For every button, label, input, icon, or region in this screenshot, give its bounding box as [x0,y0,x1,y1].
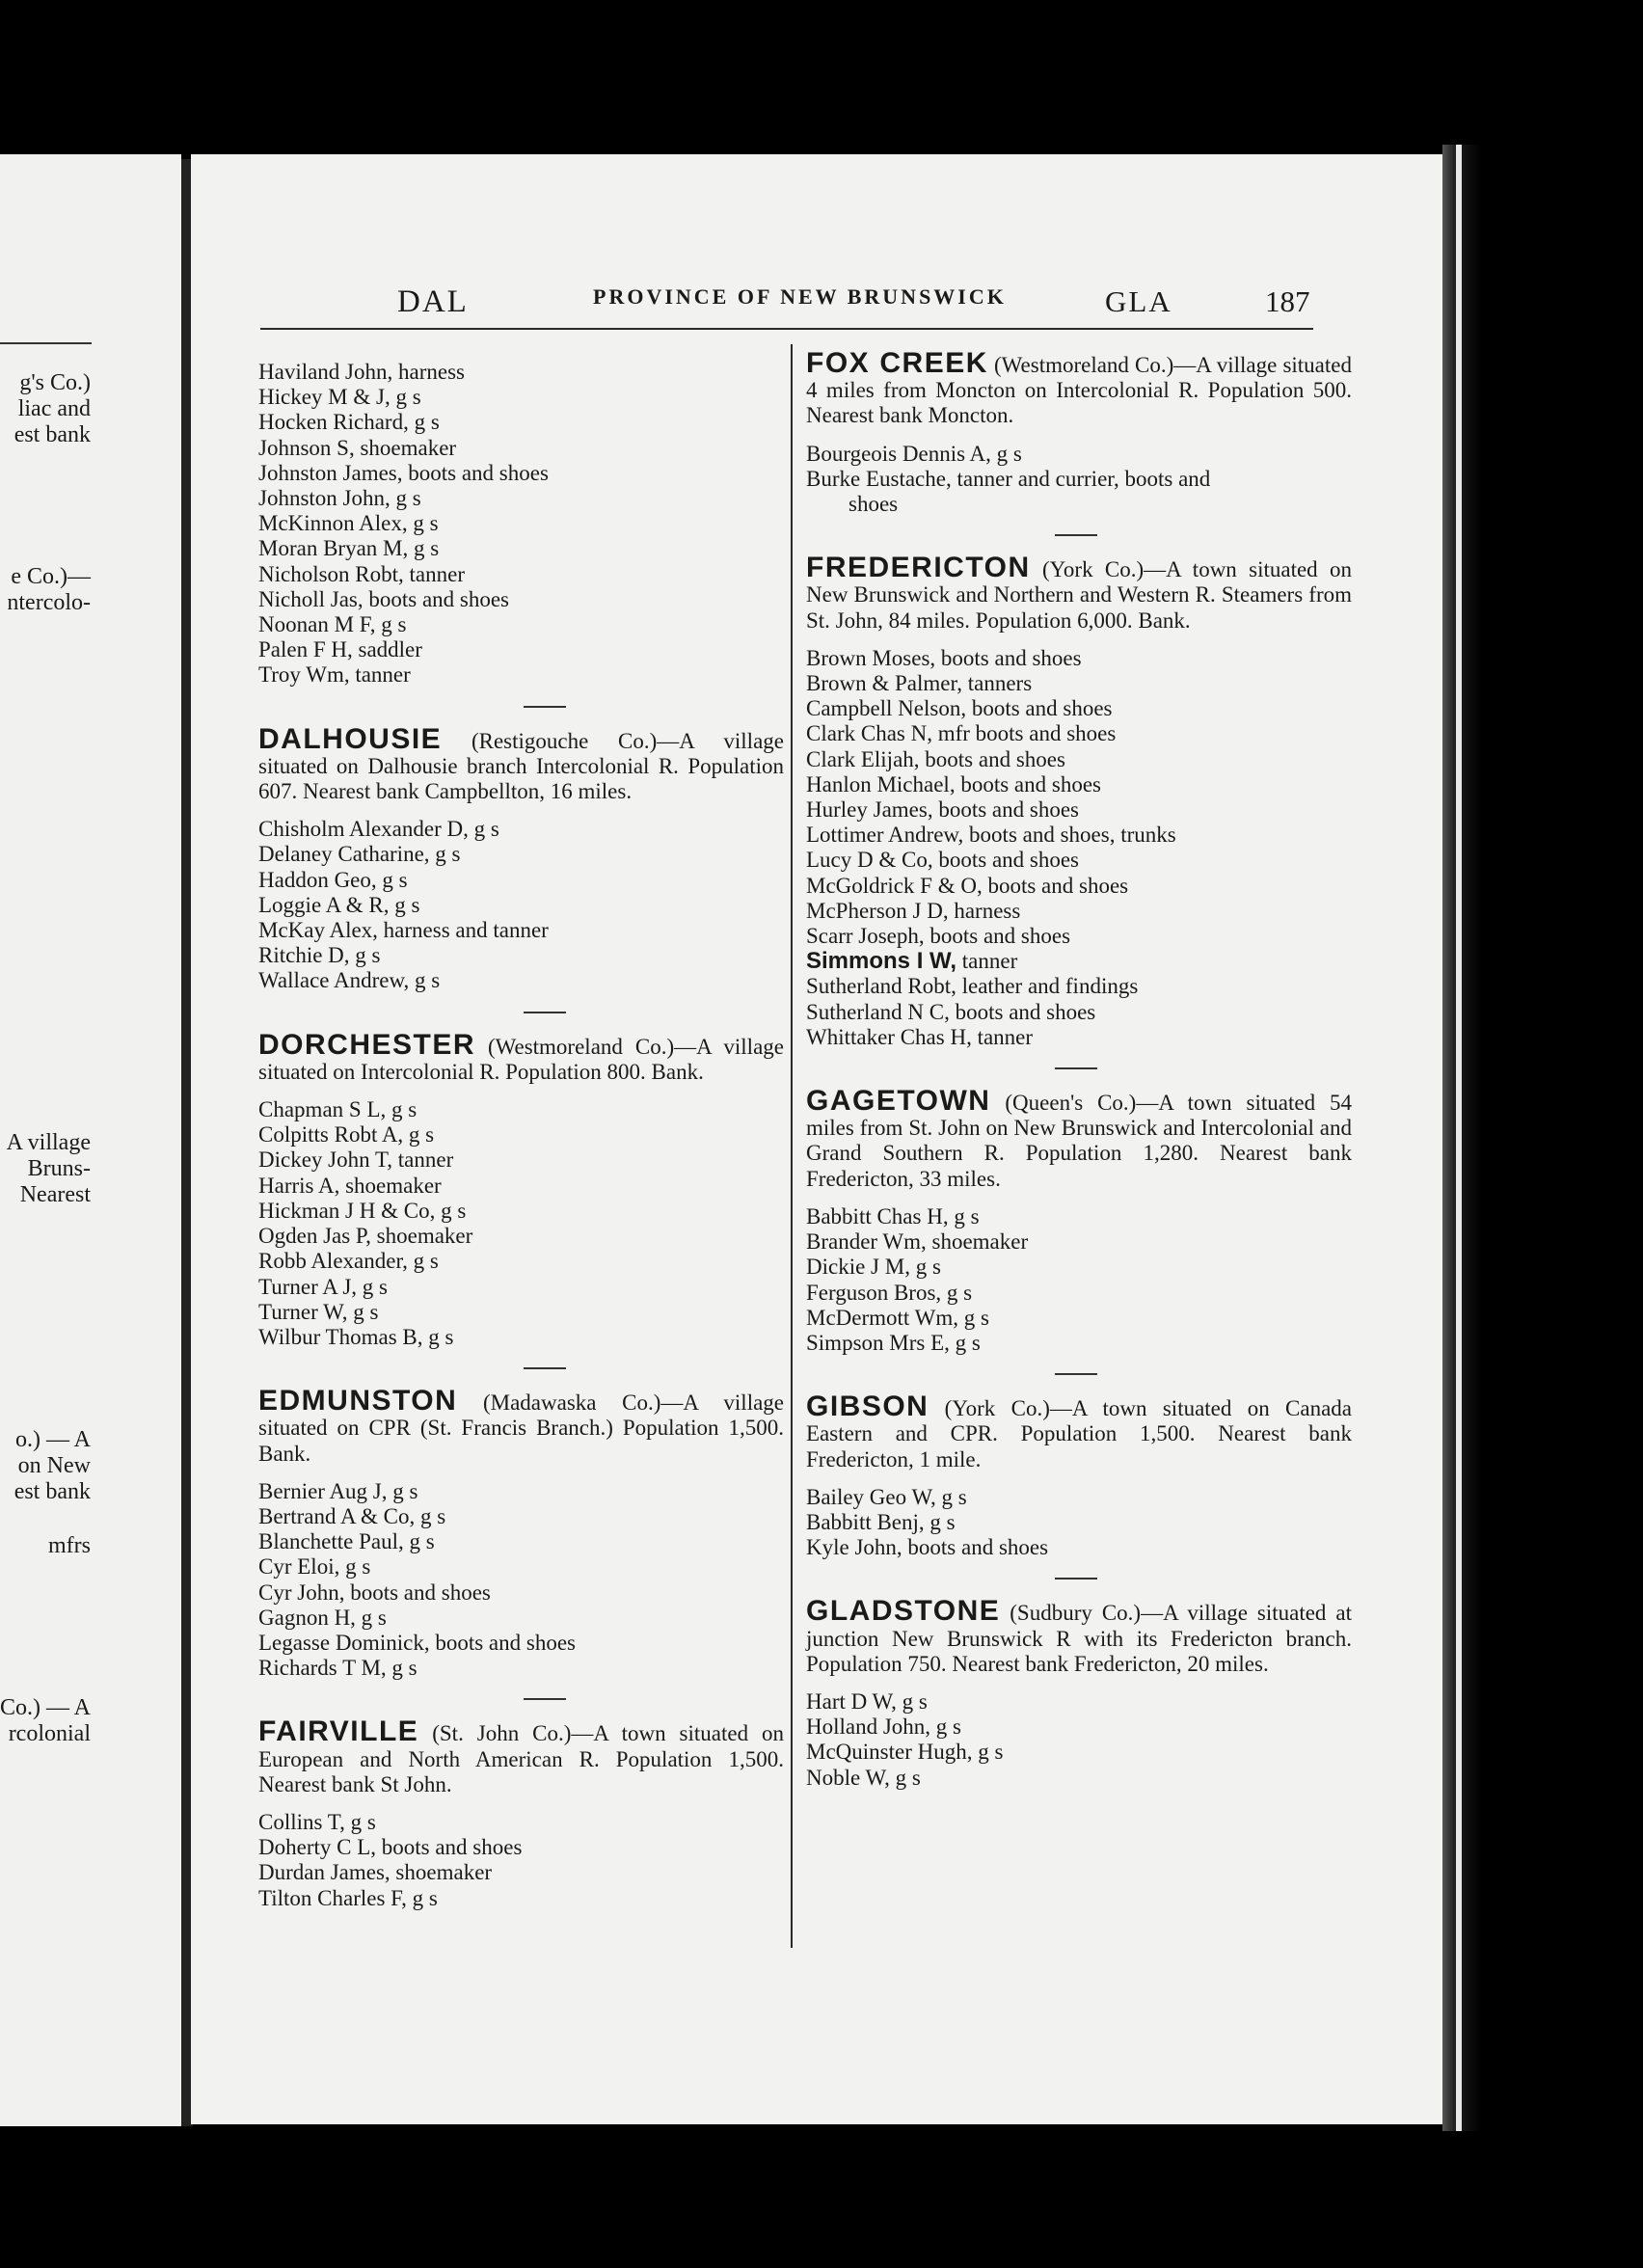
column-left [258,360,784,1911]
list-entry: Clark Chas N, mfr boots and shoes [806,721,1117,746]
list-entry: Bernier Aug J, g s [258,1478,418,1503]
left-page-fragment: o.) — A [15,1427,91,1452]
left-page-fragment: est bank [13,422,91,447]
list-entry: McQuinster Hugh, g s [806,1740,1004,1765]
list-entry: Noble W, g s [806,1765,921,1790]
list-entry: Legasse Dominick, boots and shoes [258,1630,576,1655]
column-divider [791,344,793,1948]
list-entry: Hickman J H & Co, g s [258,1198,467,1223]
running-head-title: PROVINCE OF NEW BRUNSWICK [593,284,1007,309]
list-entry: McKinnon Alex, g s [258,511,439,536]
list-entry: Clark Elijah, boots and shoes [806,746,1065,771]
left-page-fragment: ntercolo- [7,590,91,615]
list-entry: Babbitt Benj, g s [806,1509,956,1534]
list-entry: Sutherland Robt, leather and findings [806,974,1139,999]
section-separator [524,1367,566,1369]
town-details: (Madawaska Co.)—A village situated on CPR (St. Francis Branch.) Population 1,500. Bank. [258,1390,784,1466]
list-entry: McDermott Wm, g s [806,1305,989,1330]
town-name: GAGETOWN [806,1085,991,1118]
spacer [806,1192,1352,1204]
page-edge-strip [1456,145,1462,2131]
section-separator [524,706,566,708]
list-entry: Scarr Joseph, boots and shoes [806,924,1071,949]
list-entry: Lottimer Andrew, boots and shoes, trunks [806,823,1176,848]
list-entry: Durdan James, shoemaker [258,1860,493,1885]
spacer [806,429,1352,442]
page-number: 187 [1265,284,1310,318]
list-entry: Ogden Jas P, shoemaker [258,1224,473,1249]
town-name: DALHOUSIE [258,722,443,755]
town-description [806,552,1352,634]
list-entry: Dickie J M, g s [806,1255,941,1280]
list-entry: Burke Eustache, tanner and currier, boots and [806,466,1211,491]
list-entry: Richards T M, g s [258,1656,417,1681]
left-page-fragment: on New [17,1453,91,1478]
spacer [258,1467,784,1479]
town-description [258,1385,784,1467]
spacer [258,1085,784,1097]
section-separator [1055,1373,1097,1375]
town-description [258,722,784,805]
town-details: (St. John Co.)—A town situated on European and North American R. Population 1,500. Nearest bank St John. [258,1721,784,1796]
list-entry: Johnson S, shoemaker [258,435,457,460]
list-entry: Nicholl Jas, boots and shoes [258,586,510,611]
section-heading [258,722,784,805]
list-entry: Simpson Mrs E, g s [806,1330,981,1355]
left-page-rule [0,342,92,344]
list-entry: Palen F H, saddler [258,637,422,662]
town-name: GLADSTONE [806,1595,1001,1628]
list-entry: Doherty C L, boots and shoes [258,1835,523,1860]
town-description [258,1028,784,1085]
town-details: (York Co.)—A town situated on Canada Eastern and CPR. Population 1,500. Nearest bank Fredericton, 1 mile. [806,1396,1352,1472]
section-heading [806,552,1352,634]
list-entry: Hickey M & J, g s [258,385,421,410]
list-entry: Hart D W, g s [806,1688,928,1714]
list-entry: Kyle John, boots and shoes [806,1535,1049,1560]
list-entry: Bertrand A & Co, g s [258,1503,446,1528]
book-edge [1442,145,1481,2131]
town-details: (Restigouche Co.)—A village situated on Dalhousie branch Intercolonial R. Population 607. Nearest bank Campbellton, 16 miles. [258,728,784,804]
list-entry: Noonan M F, g s [258,612,407,637]
list-entry: Delaney Catharine, g s [258,842,461,867]
town-details: (York Co.)—A town situated on New Brunswick and Northern and Western R. Steamers from St. John, 84 miles. Population 6,000. Bank. [806,557,1352,633]
section-heading [258,1385,784,1467]
list-entry: Dickey John T, tanner [258,1148,454,1173]
list-entry: Chisholm Alexander D, g s [258,817,499,842]
left-page-fragment: A village [6,1130,91,1155]
town-description [258,1715,784,1797]
spacer [258,1797,784,1810]
left-page-fragment: Bruns- [27,1156,91,1181]
list-entry: Troy Wm, tanner [258,662,411,688]
section-heading [806,347,1352,429]
left-page-fragment: e Co.)— [11,564,91,589]
list-entry: Cyr Eloi, g s [258,1554,371,1580]
list-entry: Turner W, g s [258,1299,379,1324]
section-separator [1055,534,1097,536]
list-entry-bold: Simmons I W, [806,948,957,975]
left-page-fragment: est bank [13,1479,91,1504]
list-entry: Brander Wm, shoemaker [806,1229,1029,1255]
section-heading [806,1595,1352,1677]
list-entry: Tilton Charles F, g s [258,1885,438,1910]
list-entry: Wallace Andrew, g s [258,968,441,993]
left-page-fragment: mfrs [48,1533,91,1558]
list-entry [806,949,1352,974]
list-entry: Johnston John, g s [258,486,421,511]
list-entry: Harris A, shoemaker [258,1173,442,1198]
town-name: DORCHESTER [258,1028,476,1061]
column-right [806,345,1352,1791]
list-entry: Loggie A & R, g s [258,892,420,917]
town-details: (Westmoreland Co.)—A village situated 4 miles from Moncton on Intercolonial R. Population 500. Nearest bank Moncton. [806,353,1352,428]
town-name: FOX CREEK [806,347,988,379]
list-entry: Hocken Richard, g s [258,410,440,435]
list-entry: Johnston James, boots and shoes [258,460,549,485]
list-entry: Collins T, g s [258,1809,376,1834]
header-rule [260,328,1313,330]
town-details: (Westmoreland Co.)—A village situated on Intercolonial R. Population 800. Bank. [258,1034,784,1084]
town-details: (Sudbury Co.)—A village situated at junction New Brunswick R with its Fredericton branch. Population 750. Nearest bank Fredericton, 20 miles. [806,1601,1352,1676]
list-entry: Sutherland N C, boots and shoes [806,999,1096,1024]
list-entry: Ferguson Bros, g s [806,1280,973,1305]
list-entry: Babbitt Chas H, g s [806,1203,980,1228]
list-entry: Cyr John, boots and shoes [258,1580,491,1605]
section-separator [524,1698,566,1700]
town-name: FAIRVILLE [258,1715,419,1748]
left-page-fragment: Co.) — A [0,1695,91,1720]
list-entry: Ritchie D, g s [258,943,381,968]
list-entry: Hanlon Michael, boots and shoes [806,771,1101,796]
list-entry: Haddon Geo, g s [258,867,408,892]
running-head-left: DAL [397,284,469,319]
list-entry: Moran Bryan M, g s [258,536,440,561]
left-page-fragment: liac and [17,396,91,421]
list-entry: Turner A J, g s [258,1274,388,1299]
list-entry: McGoldrick F & O, boots and shoes [806,873,1129,898]
spacer [806,634,1352,646]
list-entry: McKay Alex, harness and tanner [258,918,549,943]
list-entry: Campbell Nelson, boots and shoes [806,696,1113,721]
list-entry: Haviland John, harness [258,360,465,384]
list-entry: Whittaker Chas H, tanner [806,1024,1034,1049]
town-description [806,1390,1352,1472]
town-description [806,1085,1352,1192]
list-entry: Lucy D & Co, boots and shoes [806,848,1080,873]
list-entry: Hurley James, boots and shoes [806,797,1079,823]
town-description [806,347,1352,429]
left-page-fragment: Nearest [19,1182,91,1207]
list-entry: Wilbur Thomas B, g s [258,1324,454,1349]
section-separator [1055,1067,1097,1069]
section-separator [1055,1578,1097,1580]
spacer [806,1677,1352,1689]
left-page-fragment: g's Co.) [19,370,91,395]
list-entry: Colpitts Robt A, g s [258,1122,435,1148]
running-head-right: GLA [1105,284,1172,318]
list-entry: Robb Alexander, g s [258,1249,439,1274]
section-heading [806,1085,1352,1192]
list-entry: Blanchette Paul, g s [258,1529,435,1554]
list-entry: Gagnon H, g s [258,1605,387,1630]
town-details: (Queen's Co.)—A town situated 54 miles from St. John on New Brunswick and Intercolonial and Grand Southern R. Population 1,280. Nearest bank Fredericton, 33 miles. [806,1091,1352,1191]
list-entry-continuation: shoes [848,492,899,517]
list-entry-rest: tanner [956,949,1018,974]
town-description [806,1595,1352,1677]
section-heading [806,1390,1352,1472]
spacer [258,804,784,817]
section-heading [258,1715,784,1797]
list-entry: Bailey Geo W, g s [806,1484,967,1509]
town-name: EDMUNSTON [258,1385,458,1418]
town-name: GIBSON [806,1390,929,1423]
list-entry: Chapman S L, g s [258,1097,417,1122]
list-entry: Brown Moses, boots and shoes [806,645,1082,670]
list-entry: Brown & Palmer, tanners [806,671,1033,696]
list-entry: Bourgeois Dennis A, g s [806,441,1022,466]
list-entry: Nicholson Robt, tanner [258,561,465,586]
list-entry: Holland John, g s [806,1714,961,1740]
list-entry: McPherson J D, harness [806,898,1021,923]
section-separator [524,1012,566,1013]
left-page-fragment: rcolonial [8,1721,91,1746]
spacer [806,1472,1352,1485]
section-heading [258,1028,784,1085]
town-name: FREDERICTON [806,552,1031,584]
